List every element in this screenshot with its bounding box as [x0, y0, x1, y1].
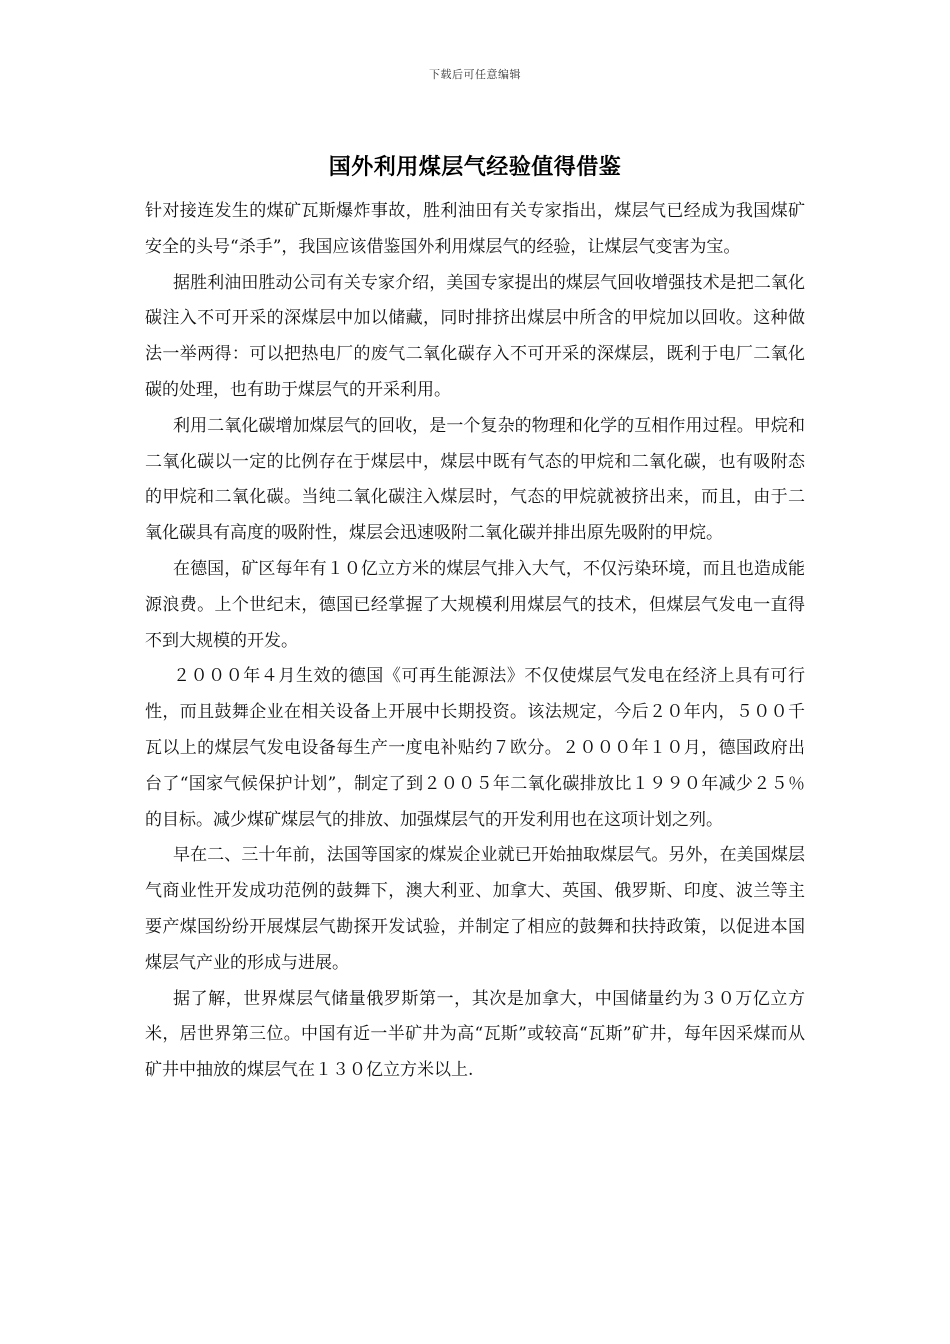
document-title: 国外利用煤层气经验值得借鉴	[328, 154, 622, 180]
header-note: 下载后可任意编辑	[429, 68, 521, 81]
paragraph-germany-law: ２０００年４月生效的德国《可再生能源法》不仅使煤层气发电在经济上具有可行性，而且鼓舞企业在相关设备上开展中长期投资。该法规定，今后２０年内，５００千瓦以上的煤层气发电设备每生产一度电补贴约７欧分。２０００年１０月，德国政府出台了“国家气候保护计划”，制定了到２００５年二氧化碳排放比１９９０年减少２５％的目标。减少煤矿煤层气的排放、加强煤层气的开发利用也在这项计划之列。	[145, 666, 805, 830]
paragraph-intro: 针对接连发生的煤矿瓦斯爆炸事故，胜利油田有关专家指出，煤层气已经成为我国煤矿安全的头号“杀手”，我国应该借鉴国外利用煤层气的经验，让煤层气变害为宝。	[145, 201, 805, 257]
paragraph-reserves: 据了解，世界煤层气储量俄罗斯第一，其次是加拿大，中国储量约为３０万亿立方米，居世界第三位。中国有近一半矿井为高“瓦斯”或较高“瓦斯”矿井，每年因采煤而从矿井中抽放的煤层气在１３０亿立方米以上.	[145, 988, 805, 1081]
paragraph-co2-process: 利用二氧化碳增加煤层气的回收，是一个复杂的物理和化学的互相作用过程。甲烷和二氧化碳以一定的比例存在于煤层中，煤层中既有气态的甲烷和二氧化碳，也有吸附态的甲烷和二氧化碳。当纯二氧化碳注入煤层时，气态的甲烷就被挤出来，而且，由于二氧化碳具有高度的吸附性，煤层会迅速吸附二氧化碳并排出原先吸附的甲烷。	[145, 415, 805, 544]
paragraph-germany: 在德国，矿区每年有１０亿立方米的煤层气排入大气，不仅污染环境，而且也造成能源浪费。上个世纪末，德国已经掌握了大规模利用煤层气的技术，但煤层气发电一直得不到大规模的开发。	[145, 558, 805, 651]
document-body	[145, 194, 805, 1089]
paragraph-us-technology: 据胜利油田胜动公司有关专家介绍，美国专家提出的煤层气回收增强技术是把二氧化碳注入不可开采的深煤层中加以储藏，同时排挤出煤层中所含的甲烷加以回收。这种做法一举两得：可以把热电厂的废气二氧化碳存入不可开采的深煤层，既利于电厂二氧化碳的处理，也有助于煤层气的开采利用。	[145, 272, 805, 400]
paragraph-other-countries: 早在二、三十年前，法国等国家的煤炭企业就已开始抽取煤层气。另外，在美国煤层气商业性开发成功范例的鼓舞下，澳大利亚、加拿大、英国、俄罗斯、印度、波兰等主要产煤国纷纷开展煤层气勘探开发试验，并制定了相应的鼓舞和扶持政策，以促进本国煤层气产业的形成与进展。	[145, 845, 805, 973]
